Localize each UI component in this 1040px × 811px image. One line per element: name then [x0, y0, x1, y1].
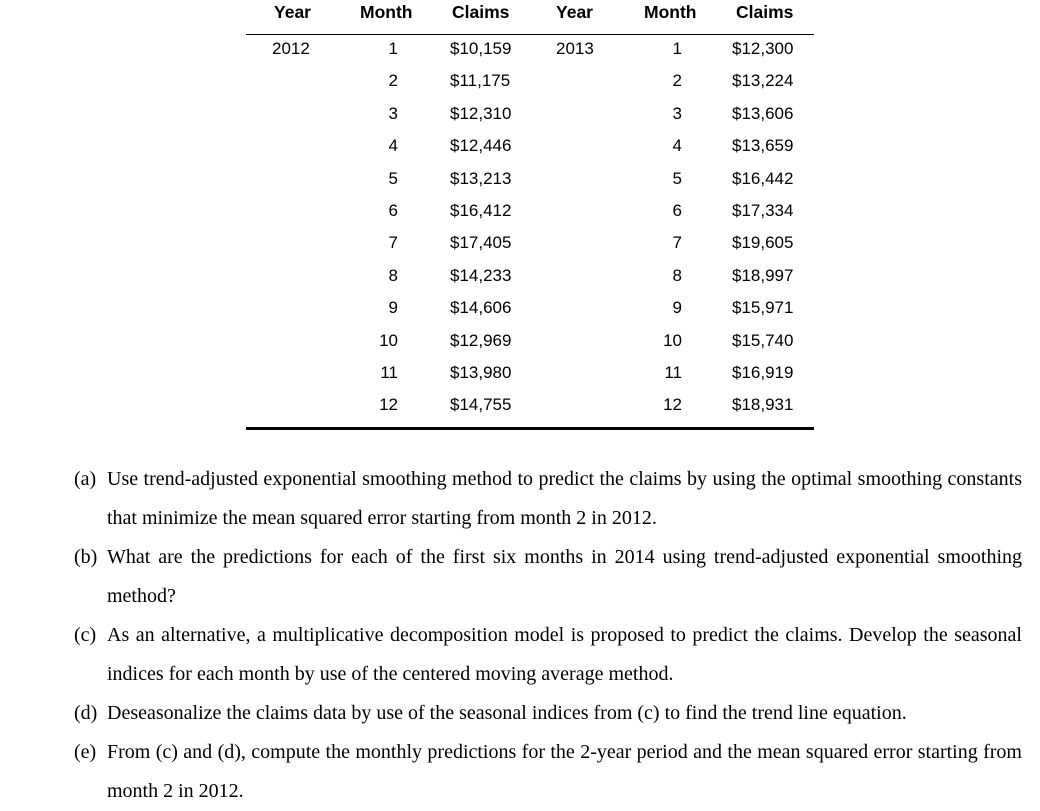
month-2013-cell: 12 [663, 395, 682, 415]
month-2012-cell: 7 [388, 233, 398, 253]
claims-2012-cell: $12,969 [450, 330, 512, 350]
claims-2013-cell: $13,606 [732, 103, 794, 123]
question-text: From (c) and (d), compute the monthly predictions for the 2-year period and the mean squared error starting from month 2 in 2012. [107, 741, 1022, 802]
header-claims-2012: Claims [452, 2, 510, 22]
claims-2012-cell: $11,175 [450, 71, 511, 91]
question-label: (e) [74, 741, 97, 763]
table-row [246, 229, 814, 261]
table-row [246, 35, 814, 67]
question-label: (d) [74, 702, 98, 724]
claims-2012-cell: $16,412 [450, 200, 512, 220]
table-row [246, 359, 814, 391]
header-claims-2013: Claims [736, 2, 794, 22]
month-2012-cell: 6 [388, 200, 398, 220]
month-2012-cell: 3 [388, 103, 398, 123]
month-2013-cell: 6 [672, 200, 682, 220]
month-2012-cell: 1 [388, 39, 398, 58]
question-list [74, 460, 1022, 811]
claims-2013-cell: $16,919 [732, 362, 794, 382]
table-row [246, 391, 814, 423]
header-month-2012: Month [360, 2, 413, 22]
question-item [74, 694, 1022, 733]
table-row [246, 67, 814, 99]
month-2012-cell: 5 [388, 168, 398, 188]
month-2012-cell: 9 [388, 298, 398, 318]
month-2013-cell: 8 [672, 265, 682, 285]
claims-2013-cell: $18,931 [732, 395, 794, 415]
header-year-2012: Year [274, 2, 311, 22]
table-row [246, 132, 814, 164]
question-item [74, 616, 1022, 694]
table-row [246, 165, 814, 197]
claims-2013-cell: $13,224 [732, 71, 794, 91]
claims-2012-cell: $14,606 [450, 298, 512, 318]
table-body [246, 35, 814, 430]
claims-2013-cell: $16,442 [732, 168, 794, 188]
table-row [246, 197, 814, 229]
month-2012-cell: 12 [379, 395, 398, 415]
header-year-2013: Year [556, 2, 593, 22]
month-2013-cell: 3 [672, 103, 682, 123]
table-row [246, 262, 814, 294]
claims-2012-cell: $12,310 [450, 103, 512, 123]
table-row [246, 100, 814, 132]
claims-2012-cell: $14,755 [450, 395, 512, 415]
month-2013-cell: 1 [672, 39, 682, 58]
question-text: Use trend-adjusted exponential smoothing method to predict the claims by using the optimal smoothing constants that minimize the mean squared error starting from month 2 in 2012. [107, 468, 1022, 529]
table-row [246, 294, 814, 326]
month-2013-cell: 7 [672, 233, 682, 253]
question-text: What are the predictions for each of the first six months in 2014 using trend-adjusted exponential smoothing method? [107, 546, 1022, 607]
claims-2013-cell: $17,334 [732, 200, 794, 220]
month-2013-cell: 4 [672, 136, 682, 156]
header-month-2013: Month [644, 2, 697, 22]
month-2012-cell: 8 [388, 265, 398, 285]
month-2012-cell: 2 [388, 71, 398, 91]
question-label: (c) [74, 624, 97, 646]
question-item [74, 460, 1022, 538]
month-2013-cell: 11 [664, 362, 682, 382]
claims-2012-cell: $14,233 [450, 265, 512, 285]
claims-2013-cell: $19,605 [732, 233, 794, 253]
table-header-row [246, 0, 814, 35]
year-2012-cell: 2012 [272, 39, 310, 58]
year-2013-cell: 2013 [556, 39, 594, 58]
claims-2013-cell: $12,300 [732, 39, 794, 58]
claims-2013-cell: $13,659 [732, 136, 794, 156]
claims-2012-cell: $17,405 [450, 233, 512, 253]
table-row [246, 327, 814, 359]
claims-2013-cell: $15,740 [732, 330, 794, 350]
month-2012-cell: 11 [380, 362, 398, 382]
month-2013-cell: 5 [672, 168, 682, 188]
month-2012-cell: 10 [379, 330, 398, 350]
question-text: Deseasonalize the claims data by use of the seasonal indices from (c) to find the trend line equation. [107, 702, 907, 724]
question-item [74, 733, 1022, 811]
question-text: As an alternative, a multiplicative decomposition model is proposed to predict the claims. Develop the seasonal indices for each month by use of the centered moving average method. [107, 624, 1022, 685]
claims-2012-cell: $13,213 [450, 168, 512, 188]
month-2012-cell: 4 [388, 136, 398, 156]
claims-2013-cell: $18,997 [732, 265, 794, 285]
question-item [74, 538, 1022, 616]
claims-2012-cell: $10,159 [450, 39, 512, 58]
month-2013-cell: 9 [672, 298, 682, 318]
claims-2013-cell: $15,971 [732, 298, 794, 318]
question-label: (b) [74, 546, 98, 568]
claims-2012-cell: $13,980 [450, 362, 512, 382]
month-2013-cell: 2 [672, 71, 682, 91]
claims-2012-cell: $12,446 [450, 136, 512, 156]
question-label: (a) [74, 468, 97, 490]
claims-table [246, 0, 814, 430]
month-2013-cell: 10 [663, 330, 682, 350]
